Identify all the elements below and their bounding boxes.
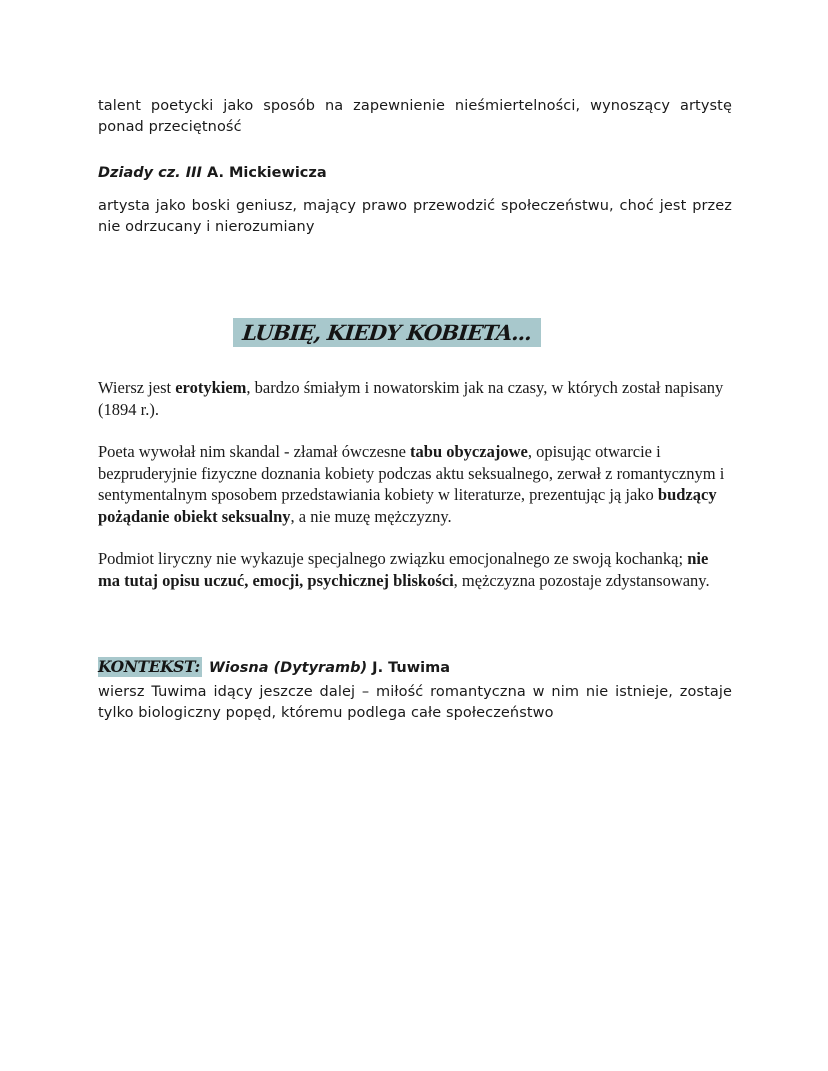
paragraph-context: wiersz Tuwima idący jeszcze dalej – miłość romantyczna w nim nie istnieje, zostaje tylko biologiczny popęd, któremu podlega całe społeczeństwo bbox=[98, 684, 732, 721]
paragraph-artysta: artysta jako boski geniusz, mający prawo przewodzić społeczeństwu, choć jest przez nie odrzucany i nierozumiany bbox=[98, 198, 732, 235]
paragraph-skandal: Poeta wywołał nim skandal - złamał ówczesne tabu obyczajowe, opisując otwarcie i bezpruderyjnie fizyczne doznania kobiety podczas aktu seksualnego, zerwał z romantycznym i sentymentalnym sposobem przedstawiania kobiety w literaturze, prezentując ją jako budzący pożądanie obiekt seksualny, a nie muzę mężczyzny. bbox=[98, 442, 725, 526]
context-work-title: Wiosna (Dytyramb) bbox=[208, 660, 368, 676]
work-title: Dziady cz. III bbox=[98, 165, 202, 181]
paragraph-erotyk: Wiersz jest erotykiem, bardzo śmiałym i nowatorskim jak na czasy, w których został napisany (1894 r.). bbox=[98, 378, 724, 419]
context-heading bbox=[98, 657, 732, 679]
work-heading-dziady bbox=[98, 163, 732, 184]
bold-obiekt: budzący pożądanie obiekt seksualny bbox=[98, 485, 717, 526]
work-author: A. Mickiewicza bbox=[206, 165, 327, 181]
section-title: LUBIĘ, KIEDY KOBIETA... bbox=[241, 320, 533, 345]
bold-tabu: tabu obyczajowe bbox=[410, 442, 528, 461]
paragraph-talent: talent poetycki jako sposób na zapewnienie nieśmiertelności, wynoszący artystę ponad przeciętność bbox=[98, 98, 732, 135]
bold-erotyk: erotykiem bbox=[175, 378, 247, 397]
context-label: KONTEKST: bbox=[98, 657, 200, 676]
bold-uczucia: nie ma tutaj opisu uczuć, emocji, psychicznej bliskości bbox=[98, 549, 709, 590]
section-title-highlight bbox=[233, 318, 541, 347]
context-author: J. Tuwima bbox=[372, 660, 451, 676]
paragraph-podmiot: Podmiot liryczny nie wykazuje specjalnego związku emocjonalnego ze swoją kochanką; nie ma tutaj opisu uczuć, emocji, psychicznej bliskości, mężczyzna pozostaje zdystansowany. bbox=[98, 549, 710, 590]
